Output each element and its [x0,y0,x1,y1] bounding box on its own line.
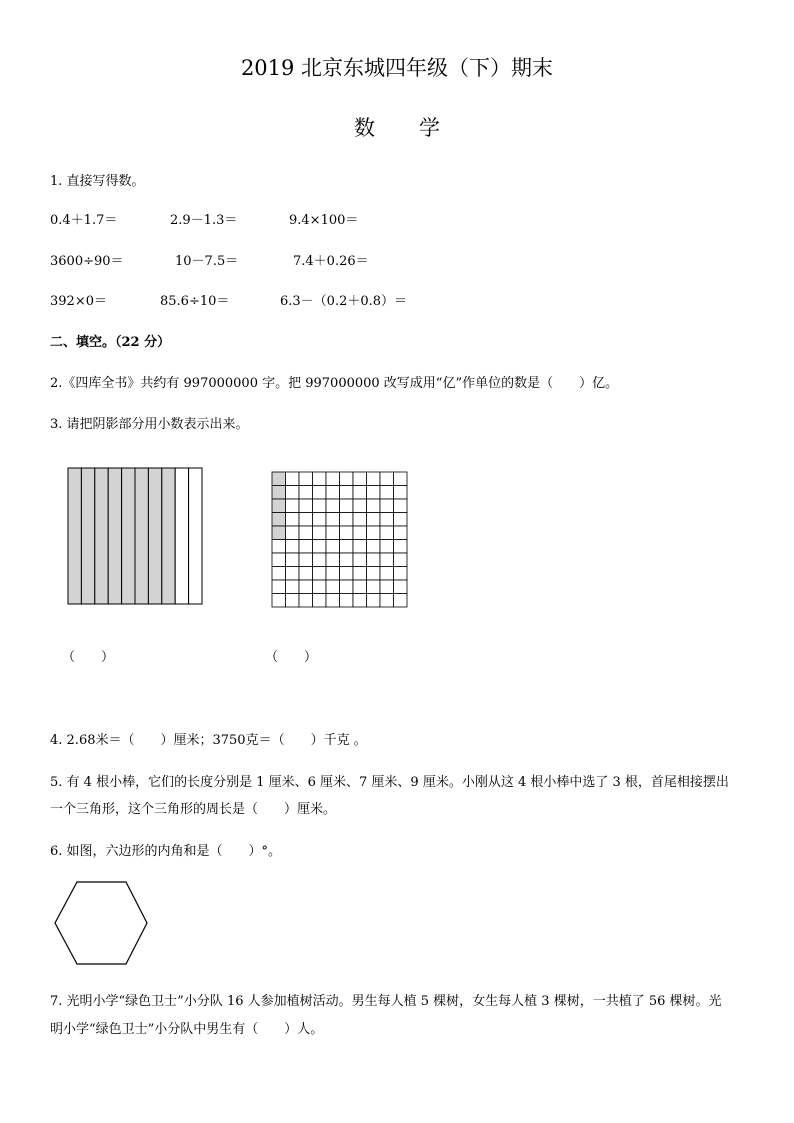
grid-cell [313,553,327,567]
grid-cell [353,472,367,486]
strip-shaded [95,468,108,604]
grid-cell [313,580,327,594]
q4-text: 4. 2.68米＝（ ）厘米；3750克＝（ ）千克 。 [50,733,367,748]
grid-cell [353,513,367,527]
grid-cell [353,499,367,513]
grid-cell [272,594,286,608]
strip-shaded [108,468,121,604]
grid-cell [286,526,300,540]
grid-cell [394,486,408,500]
grid-cell [272,580,286,594]
grid-cell [272,540,286,554]
grid-cell [353,553,367,567]
grid-cell [394,540,408,554]
grid-cell [326,553,340,567]
grid-cell-shaded [272,513,286,527]
hexagon-figure [50,878,152,968]
q3-answer-left: （ ） [62,650,115,665]
subject-char-1: 数 [354,116,375,140]
grid-cell [326,526,340,540]
grid-cell-shaded [272,526,286,540]
grid-cell [380,513,394,527]
grid-cell [380,553,394,567]
q3-answer-right: （ ） [265,650,318,665]
grid-cell [326,594,340,608]
grid-cell [340,553,354,567]
grid-cell [313,513,327,527]
grid-cell [353,594,367,608]
grid-cell [272,553,286,567]
grid-cell [367,513,381,527]
grid-cell [286,513,300,527]
grid-cell [394,567,408,581]
grid-cell [313,486,327,500]
grid-cell [394,513,408,527]
grid-cell [286,540,300,554]
q1-r2-c2: 10－7.5＝ [175,254,239,269]
grid-cell [313,540,327,554]
q5-line2: 一个三角形，这个三角形的周长是（ ）厘米。 [50,802,337,817]
grid-cell [299,594,313,608]
grid-cell [299,526,313,540]
grid-cell [313,567,327,581]
grid-cell [340,540,354,554]
grid-cell [380,540,394,554]
grid-cell [286,567,300,581]
grid-cell-shaded [272,486,286,500]
grid-cell [394,499,408,513]
strip-diagram [66,466,206,606]
page-title: 2019 北京东城四年级（下）期末 [240,56,554,80]
q3-text: 3. 请把阴影部分用小数表示出来。 [50,417,249,432]
grid-cell [353,567,367,581]
grid-cell [286,553,300,567]
grid-cell [380,594,394,608]
grid-cell [313,472,327,486]
grid-cell [340,513,354,527]
grid-cell [299,472,313,486]
grid-cell [286,486,300,500]
q1-r1-c1: 0.4＋1.7＝ [50,213,118,228]
grid-cell [394,553,408,567]
grid-cell [340,486,354,500]
grid-cell [367,472,381,486]
grid-cell [380,486,394,500]
section2-heading: 二、填空。（22 分） [50,335,171,350]
grid-cell [394,526,408,540]
grid-cell [367,567,381,581]
grid-cell [367,594,381,608]
grid-cell [380,567,394,581]
hexagon-shape [55,882,147,964]
strip-shaded [148,468,161,604]
q1-prompt: 1. 直接写得数。 [50,174,145,189]
grid-cell [313,526,327,540]
grid-cell [353,580,367,594]
grid-cell [326,580,340,594]
grid-cell [353,486,367,500]
q1-r3-c1: 392×0＝ [50,294,107,309]
grid-cell [299,486,313,500]
subject-title [0,112,794,142]
q1-r3-c3: 6.3－（0.2＋0.8）＝ [280,294,408,309]
grid-cell [367,499,381,513]
grid-cell [380,526,394,540]
grid-cell [286,472,300,486]
strip-shaded [81,468,94,604]
grid-cell [286,499,300,513]
q2-text: 2.《四库全书》共约有 997000000 字。把 997000000 改写成用“亿”作单位的数是（ ）亿。 [50,376,619,391]
grid-cell [367,486,381,500]
grid-cell [367,553,381,567]
grid-cell [340,567,354,581]
grid-cell [286,594,300,608]
q7-line2: 明小学“绿色卫士”小分队中男生有（ ）人。 [50,1022,324,1037]
grid-cell [340,526,354,540]
grid-cell [340,580,354,594]
grid-cell [367,526,381,540]
grid-cell [340,499,354,513]
grid-cell [299,567,313,581]
grid-cell [299,540,313,554]
strip-shaded [68,468,81,604]
grid-cell [340,472,354,486]
grid-cell [367,540,381,554]
grid-cell [394,580,408,594]
grid-cell [394,472,408,486]
grid-cell [394,594,408,608]
grid-cell [299,580,313,594]
grid-cell [326,486,340,500]
grid-cell [326,472,340,486]
grid-cell-shaded [272,472,286,486]
strip-shaded [122,468,135,604]
grid-cell [299,553,313,567]
strip-shaded [162,468,175,604]
q1-r1-c2: 2.9－1.3＝ [170,213,238,228]
grid-cell [326,499,340,513]
grid-cell [380,499,394,513]
q5-line1: 5. 有 4 根小棒，它们的长度分别是 1 厘米、6 厘米、7 厘米、9 厘米。小刚从这 4 根小棒中选了 3 根，首尾相接摆出 [50,775,729,790]
grid-cell [313,499,327,513]
subject-char-2: 学 [419,116,440,140]
grid-cell-shaded [272,499,286,513]
grid-cell [272,567,286,581]
grid-cell [380,580,394,594]
q1-r2-c3: 7.4＋0.26＝ [293,254,369,269]
grid-cell [353,526,367,540]
grid-cell [326,513,340,527]
grid-cell [367,580,381,594]
strip-empty [175,468,188,604]
strip-empty [189,468,202,604]
grid-cell [326,540,340,554]
grid-cell [299,513,313,527]
q1-r1-c3: 9.4×100＝ [289,213,359,228]
grid-cell [286,580,300,594]
strip-shaded [135,468,148,604]
grid-cell [380,472,394,486]
q1-r2-c1: 3600÷90＝ [50,254,124,269]
grid-cell [299,499,313,513]
q1-r3-c2: 85.6÷10＝ [160,294,230,309]
grid-diagram [270,470,410,610]
grid-cell [353,540,367,554]
grid-cell [326,567,340,581]
grid-cell [340,594,354,608]
q7-line1: 7. 光明小学“绿色卫士”小分队 16 人参加植树活动。男生每人植 5 棵树，女生每人植 3 棵树，一共植了 56 棵树。光 [50,994,722,1009]
grid-cell [313,594,327,608]
q6-text: 6. 如图，六边形的内角和是（ ）°。 [50,844,282,859]
